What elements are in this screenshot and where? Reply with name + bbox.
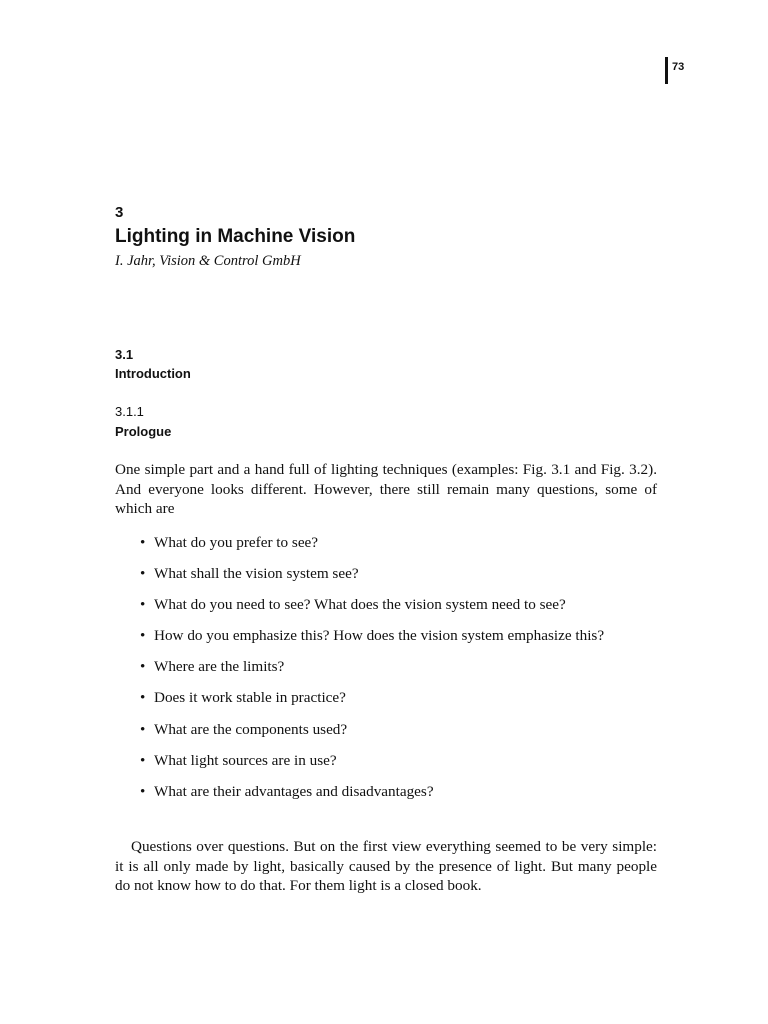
subsection-number: 3.1.1 <box>115 404 144 419</box>
chapter-author: I. Jahr, Vision & Control GmbH <box>115 253 301 269</box>
list-item <box>115 533 657 553</box>
bullet-icon: • <box>140 782 146 800</box>
list-item <box>115 626 657 646</box>
question-text: Does it work stable in practice? <box>154 689 346 707</box>
bullet-icon: • <box>140 534 146 551</box>
question-text: What shall the vision system see? <box>154 565 359 583</box>
list-item <box>115 688 657 708</box>
question-text: How do you emphasize this? How does the vision system emphasize this? <box>154 627 605 645</box>
section-title: Introduction <box>115 366 191 381</box>
question-text: What do you need to see? What does the vision system need to see? <box>154 596 566 614</box>
list-item <box>115 782 657 802</box>
list-item <box>115 720 657 740</box>
bullet-icon: • <box>140 565 146 583</box>
page-number-rule <box>665 57 668 84</box>
closing-paragraph: Questions over questions. But on the first view everything seemed to be very simple: it is all only made by light, basically caused by the presence of light. But many people do not know how to do that. For them light is a closed book. <box>115 838 657 894</box>
chapter-number: 3 <box>115 204 124 221</box>
subsection-title: Prologue <box>115 424 172 439</box>
list-item <box>115 564 657 584</box>
list-item <box>115 657 657 677</box>
question-text: What are their advantages and disadvantages? <box>154 782 434 800</box>
bullet-icon: • <box>140 658 146 676</box>
list-item <box>115 595 657 615</box>
section-number: 3.1 <box>115 347 134 362</box>
list-item <box>115 751 657 771</box>
question-text: Where are the limits? <box>154 658 285 676</box>
bullet-icon: • <box>140 596 146 614</box>
intro-paragraph: One simple part and a hand full of lighting techniques (examples: Fig. 3.1 and Fig. 3.2). And everyone looks different. However, there still remain many questions, some of which are <box>115 461 657 517</box>
chapter-title: Lighting in Machine Vision <box>115 226 356 247</box>
bullet-icon: • <box>140 720 146 738</box>
question-list <box>115 533 657 813</box>
page-number: 73 <box>672 61 685 73</box>
question-text: What light sources are in use? <box>154 751 337 769</box>
question-text: What do you prefer to see? <box>154 534 319 551</box>
question-text: What are the components used? <box>154 720 348 738</box>
bullet-icon: • <box>140 751 146 769</box>
bullet-icon: • <box>140 689 146 707</box>
bullet-icon: • <box>140 627 146 645</box>
